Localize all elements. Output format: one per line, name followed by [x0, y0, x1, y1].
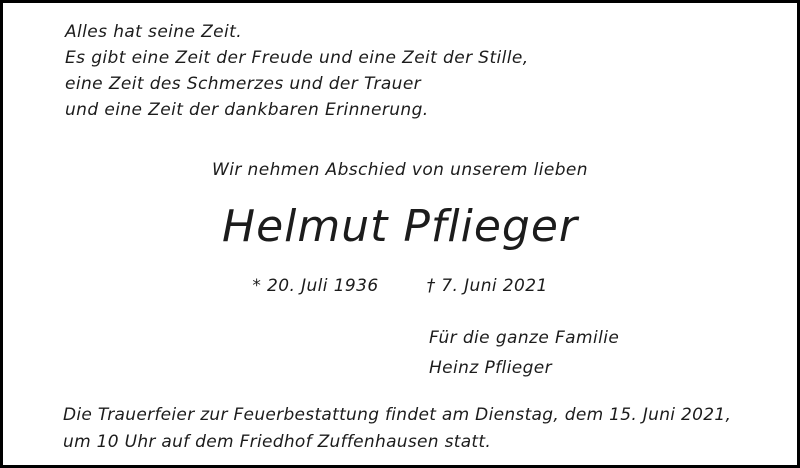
- deceased-name: Helmut Pflieger: [222, 201, 578, 252]
- farewell-intro-line: Wir nehmen Abschied von unserem lieben: [212, 160, 588, 180]
- family-signature-block: [429, 323, 619, 383]
- poem-block: [65, 19, 529, 123]
- family-line: Für die ganze Familie: [429, 328, 620, 348]
- funeral-line: Die Trauerfeier zur Feuerbestattung findet am Dienstag, dem 15. Juni 2021,: [63, 405, 732, 425]
- birth-date: * 20. Juli 1936: [252, 276, 379, 296]
- poem-line: Es gibt eine Zeit der Freude und eine Zeit der Stille,: [65, 48, 529, 68]
- poem-line: Alles hat seine Zeit.: [65, 22, 243, 42]
- life-dates: [5, 276, 795, 296]
- family-line: Heinz Pflieger: [429, 358, 553, 378]
- poem-line: eine Zeit des Schmerzes und der Trauer: [65, 74, 422, 94]
- poem-line: und eine Zeit der dankbaren Erinnerung.: [65, 100, 429, 120]
- funeral-line: um 10 Uhr auf dem Friedhof Zuffenhausen statt.: [63, 432, 492, 452]
- funeral-info-block: [63, 402, 731, 456]
- death-date: † 7. Juni 2021: [426, 276, 548, 296]
